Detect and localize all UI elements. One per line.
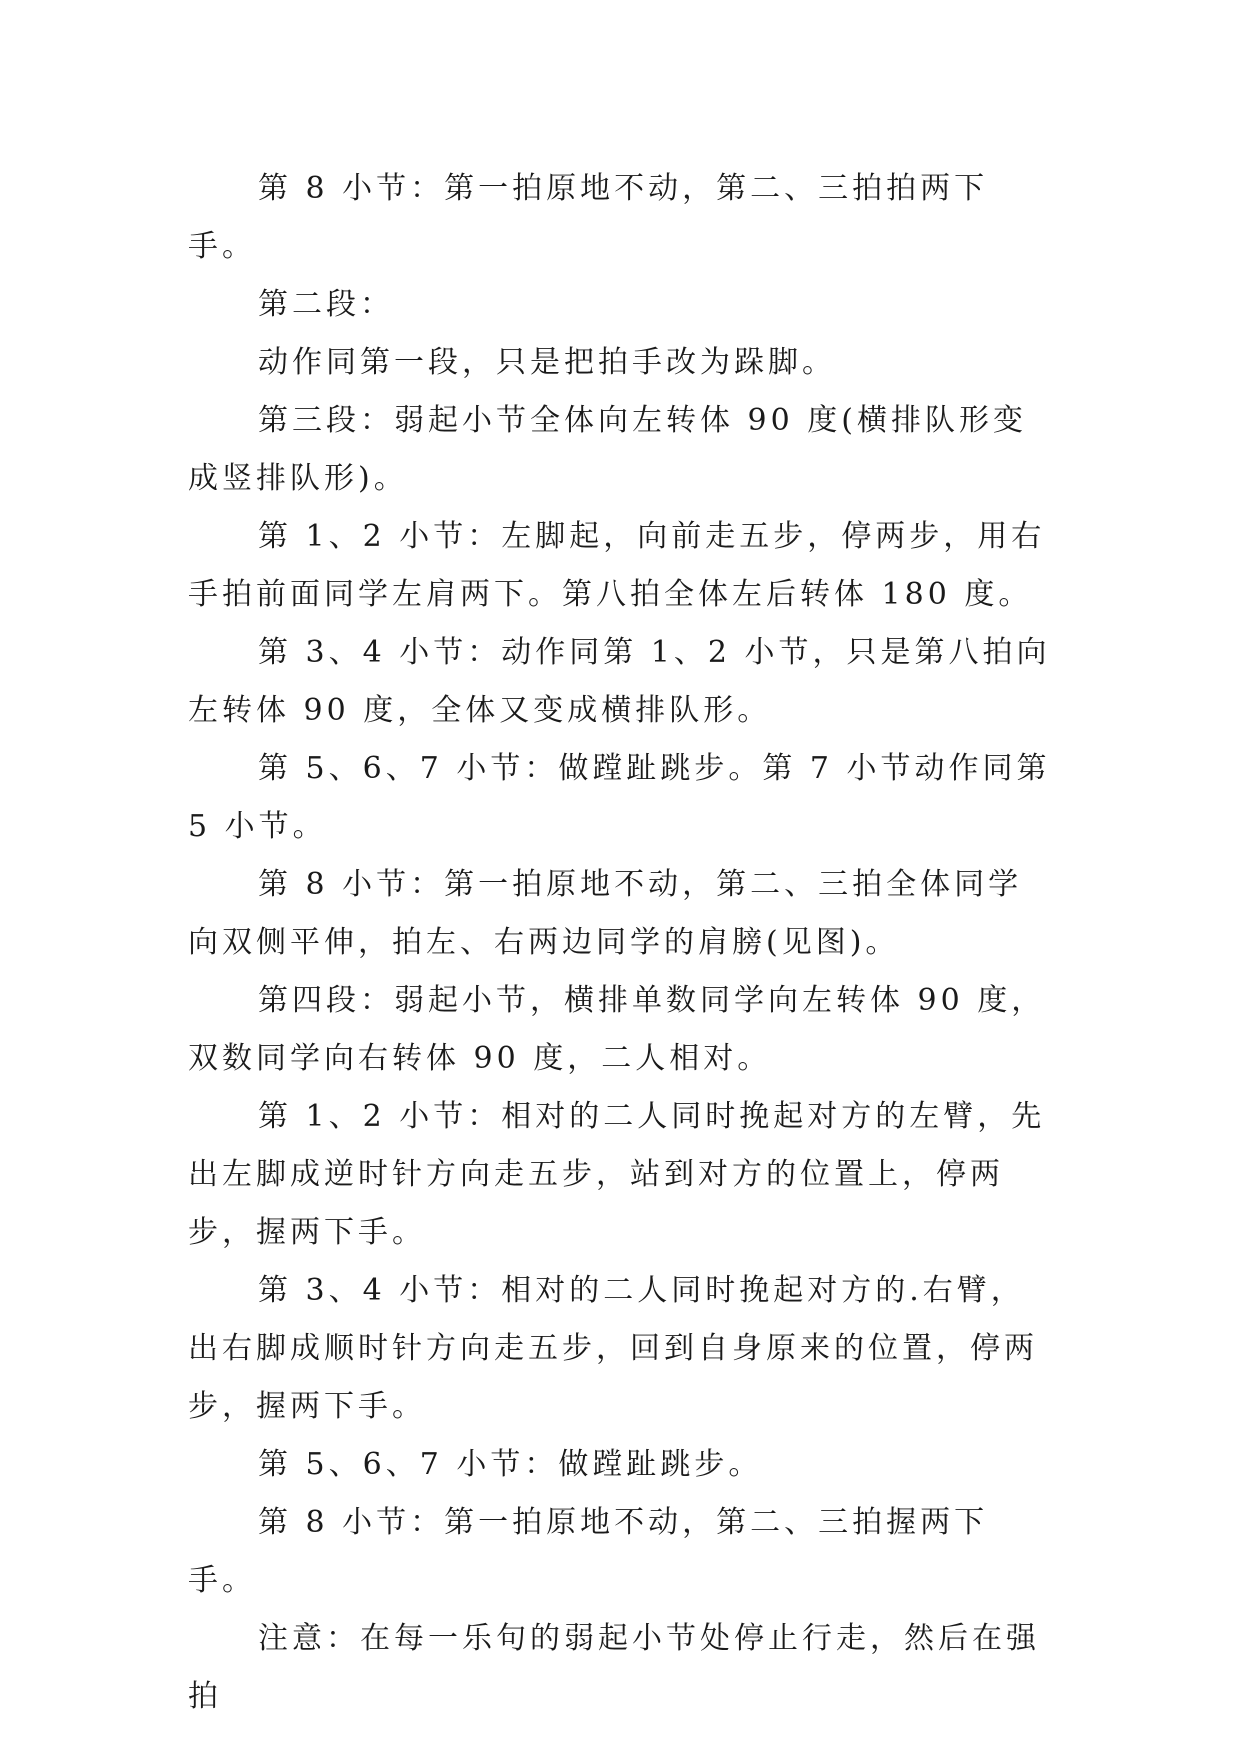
paragraph: 动作同第一段，只是把拍手改为跺脚。 <box>258 345 836 380</box>
document-body <box>188 160 1054 1726</box>
paragraph: 第 8 小节：第一拍原地不动，第二、三拍握两下手。 <box>188 1505 989 1598</box>
paragraph: 第三段：弱起小节全体向左转体 90 度(横排队形变成竖排队形)。 <box>188 403 1027 496</box>
paragraph: 第 3、4 小节：相对的二人同时挽起对方的.右臂，出右脚成顺时针方向走五步，回到自身原来的位置，停两步，握两下手。 <box>188 1273 1038 1424</box>
paragraph: 第 5、6、7 小节：做蹚趾跳步。 <box>258 1447 763 1482</box>
paragraph: 注意：在每一乐句的弱起小节处停止行走，然后在强拍 <box>188 1621 1040 1714</box>
paragraph: 第 1、2 小节：相对的二人同时挽起对方的左臂，先出左脚成逆时针方向走五步，站到对方的位置上，停两步，握两下手。 <box>188 1099 1046 1250</box>
paragraph: 第 3、4 小节：动作同第 1、2 小节，只是第八拍向左转体 90 度，全体又变成横排队形。 <box>188 635 1051 728</box>
paragraph: 第 8 小节：第一拍原地不动，第二、三拍全体同学向双侧平伸，拍左、右两边同学的肩膀(见图)。 <box>188 867 1023 960</box>
paragraph: 第 1、2 小节：左脚起，向前走五步，停两步，用右手拍前面同学左肩两下。第八拍全体左后转体 180 度。 <box>188 519 1046 612</box>
paragraph: 第 5、6、7 小节：做蹚趾跳步。第 7 小节动作同第 5 小节。 <box>188 751 1051 844</box>
paragraph: 第四段：弱起小节，横排单数同学向左转体 90 度，双数同学向右转体 90 度，二人相对。 <box>188 983 1046 1076</box>
paragraph: 第 8 小节：第一拍原地不动，第二、三拍拍两下手。 <box>188 171 989 264</box>
paragraph: 第二段： <box>258 287 394 322</box>
